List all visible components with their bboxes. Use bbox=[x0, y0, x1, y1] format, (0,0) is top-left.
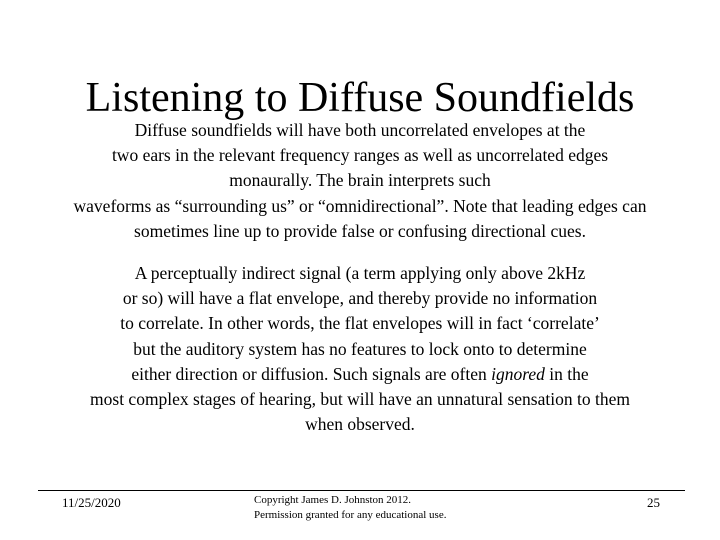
emphasis-word: ignored bbox=[491, 363, 545, 384]
permission-line: Permission granted for any educational use. bbox=[254, 509, 447, 521]
paragraph-line: two ears in the relevant frequency ranges as well as uncorrelated edges bbox=[111, 145, 609, 166]
paragraph-line: monaurally. The brain interprets such bbox=[229, 170, 491, 191]
slide-title: Listening to Diffuse Soundfields bbox=[85, 75, 635, 122]
paragraph-line: but the auditory system has no features to lock onto to determine bbox=[133, 338, 587, 359]
paragraph-line-end: in the bbox=[544, 363, 589, 384]
copyright-line: Copyright James D. Johnston 2012. bbox=[254, 494, 412, 506]
paragraph-line: to correlate. In other words, the flat envelopes will in fact ‘correlate’ bbox=[120, 313, 600, 334]
paragraph-line: sometimes line up to provide false or confusing directional cues. bbox=[134, 220, 586, 241]
paragraph-line-with-emphasis bbox=[0, 362, 720, 387]
page-number: 25 bbox=[647, 495, 660, 510]
paragraph-line: when observed. bbox=[305, 414, 415, 435]
paragraph-line: most complex stages of hearing, but will have an unnatural sensation to them bbox=[90, 389, 630, 410]
footer-date: 11/25/2020 bbox=[62, 495, 121, 510]
footer-divider bbox=[38, 490, 685, 491]
paragraph-line: A perceptually indirect signal (a term applying only above 2kHz bbox=[134, 263, 586, 283]
paragraph-line-start: either direction or diffusion. Such signals are often bbox=[131, 363, 492, 384]
paragraph-line: waveforms as “surrounding us” or “omnidirectional”. Note that leading edges can bbox=[73, 195, 647, 216]
paragraph-line: or so) will have a flat envelope, and thereby provide no information bbox=[122, 288, 598, 309]
paragraph-diffuse-soundfields bbox=[0, 118, 720, 244]
paragraph-line: Diffuse soundfields will have both uncorrelated envelopes at the bbox=[134, 120, 586, 140]
footer-copyright bbox=[254, 493, 446, 523]
paragraph-indirect-signal bbox=[0, 261, 720, 437]
